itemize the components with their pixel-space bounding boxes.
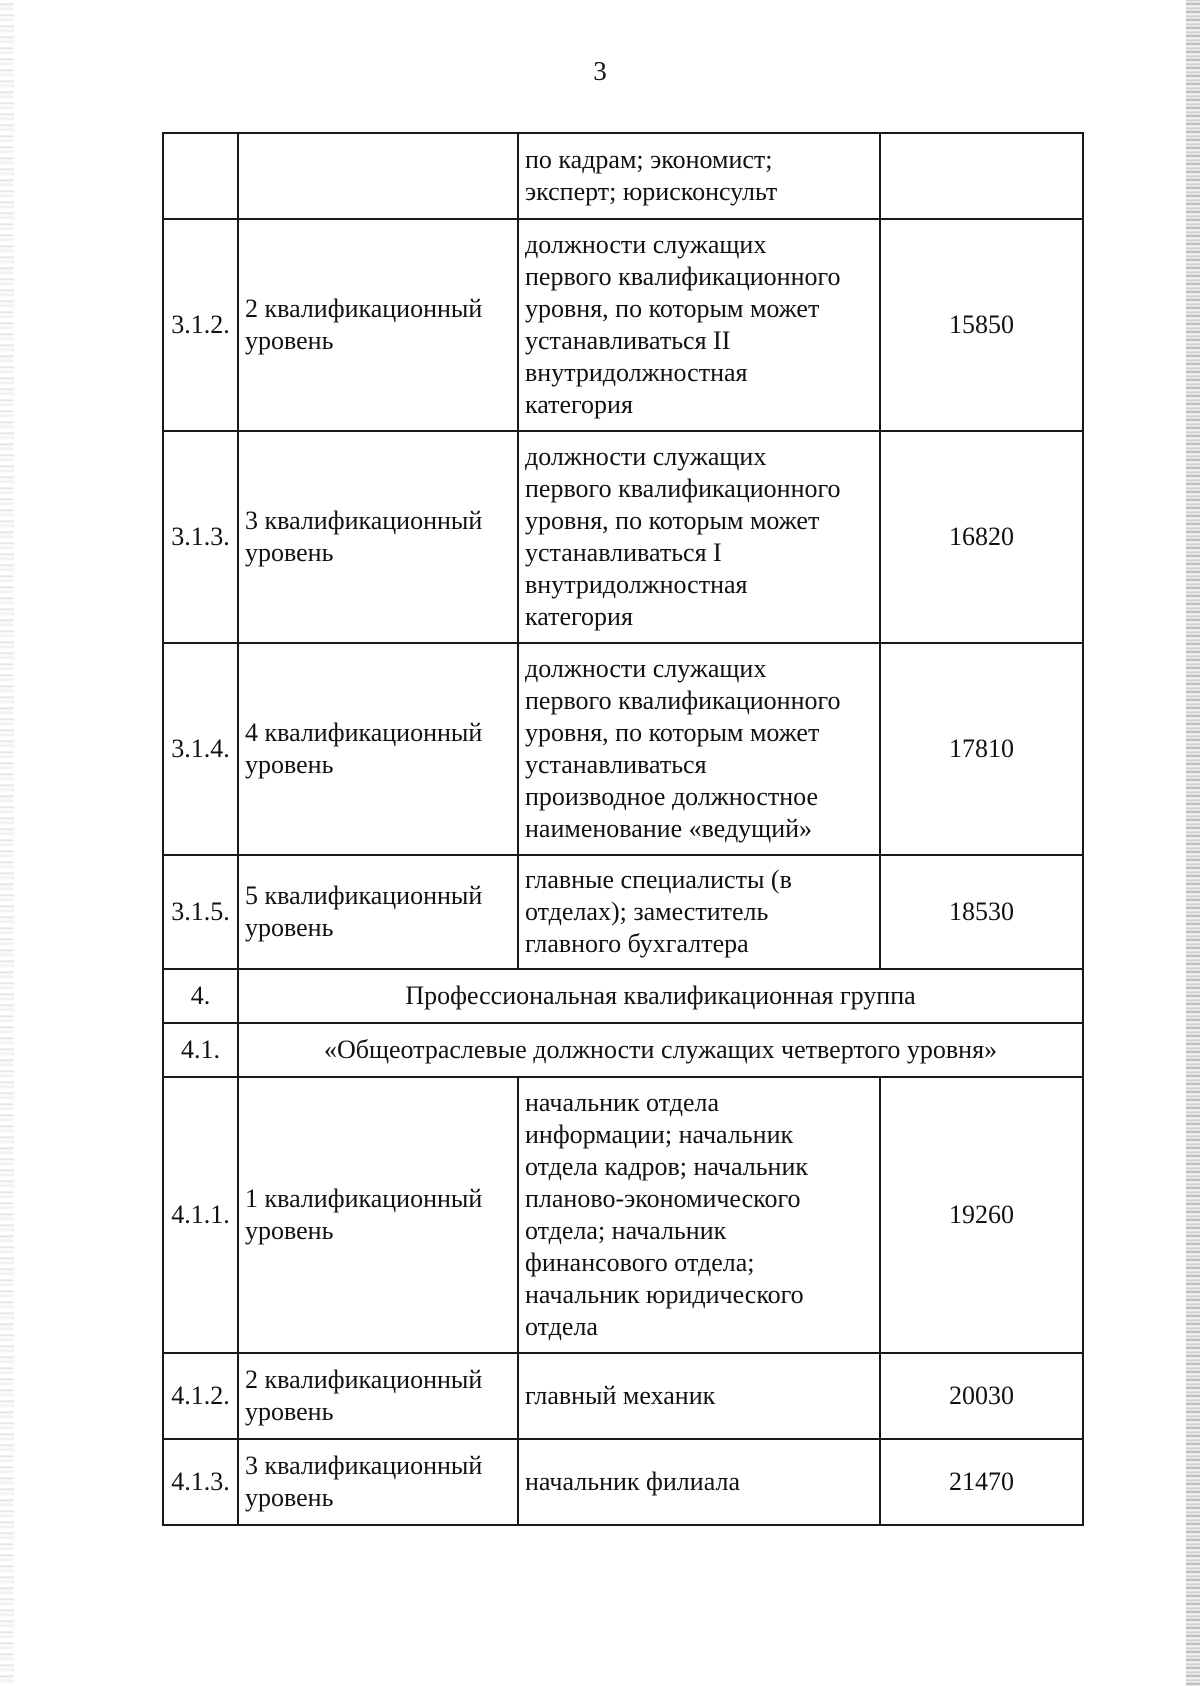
description-line: должности служащих [525,230,767,259]
position-description [518,855,880,969]
level-line: уровень [245,1483,334,1512]
row-number: 3.1.5. [163,855,238,969]
row-number: 3.1.4. [163,643,238,855]
table-row [163,855,1083,969]
level-line: уровень [245,913,334,942]
level-line: 4 квалификационный [245,718,483,747]
qualification-level [238,133,518,219]
description-line: уровня, по которым может [525,294,820,323]
description-line: устанавливаться II [525,326,731,355]
qualification-level [238,855,518,969]
table-row [163,431,1083,643]
level-line: 1 квалификационный [245,1184,483,1213]
scan-edge-left [0,0,14,1686]
qualification-level [238,219,518,431]
position-description [518,1439,880,1525]
description-line: устанавливаться I [525,538,722,567]
table-row [163,643,1083,855]
row-number: 3.1.3. [163,431,238,643]
position-description [518,1353,880,1439]
salary-value: 21470 [880,1439,1083,1525]
section-row [163,969,1083,1023]
description-line: должности служащих [525,654,767,683]
level-line: уровень [245,1397,334,1426]
description-line: уровня, по которым может [525,718,820,747]
description-line: начальник отдела [525,1088,720,1117]
description-line: главные специалисты (в [525,865,792,894]
qualification-level [238,1353,518,1439]
description-line: главного бухгалтера [525,929,749,958]
description-line: первого квалификационного [525,686,841,715]
salary-value: 16820 [880,431,1083,643]
description-line: начальник юридического [525,1280,804,1309]
level-line: уровень [245,750,334,779]
description-line: отделах); заместитель [525,897,769,926]
salary-value: 19260 [880,1077,1083,1353]
section-row [163,1023,1083,1077]
row-number: 4.1.2. [163,1353,238,1439]
description-line: финансового отдела; [525,1248,755,1277]
description-line: должности служащих [525,442,767,471]
level-line: 2 квалификационный [245,294,483,323]
qualification-level [238,431,518,643]
description-line: отдела кадров; начальник [525,1152,809,1181]
table-row [163,219,1083,431]
position-description [518,219,880,431]
description-line: категория [525,390,633,419]
salary-value: 20030 [880,1353,1083,1439]
level-line: 2 квалификационный [245,1365,483,1394]
row-number: 4.1.3. [163,1439,238,1525]
salary-value: 18530 [880,855,1083,969]
salary-value [880,133,1083,219]
description-line: эксперт; юрисконсульт [525,177,778,206]
position-description [518,1077,880,1353]
salary-value: 17810 [880,643,1083,855]
description-line: наименование «ведущий» [525,814,813,843]
level-line: уровень [245,1216,334,1245]
section-title: Профессиональная квалификационная группа [238,969,1083,1023]
scan-edge-right [1186,0,1200,1686]
qualification-level [238,643,518,855]
qualification-level [238,1077,518,1353]
description-line: отдела; начальник [525,1216,727,1245]
description-line: первого квалификационного [525,474,841,503]
qualification-level [238,1439,518,1525]
level-line: 3 квалификационный [245,506,483,535]
description-line: внутридолжностная [525,358,748,387]
description-line: начальник филиала [525,1467,740,1496]
row-number: 4.1.1. [163,1077,238,1353]
salary-table [162,132,1084,1526]
table-row [163,1077,1083,1353]
level-line: уровень [245,538,334,567]
description-line: производное должностное [525,782,819,811]
row-number [163,133,238,219]
level-line: 5 квалификационный [245,881,483,910]
position-description [518,133,880,219]
table-row [163,1439,1083,1525]
table-row [163,133,1083,219]
description-line: внутридолжностная [525,570,748,599]
description-line: устанавливаться [525,750,707,779]
description-line: первого квалификационного [525,262,841,291]
page-number: 3 [593,56,607,86]
section-title: «Общеотраслевые должности служащих четвертого уровня» [238,1023,1083,1077]
position-description [518,643,880,855]
level-line: 3 квалификационный [245,1451,483,1480]
table-row [163,1353,1083,1439]
section-number: 4.1. [163,1023,238,1077]
description-line: уровня, по которым может [525,506,820,535]
description-line: по кадрам; экономист; [525,145,773,174]
description-line: отдела [525,1312,598,1341]
section-number: 4. [163,969,238,1023]
row-number: 3.1.2. [163,219,238,431]
level-line: уровень [245,326,334,355]
position-description [518,431,880,643]
salary-value: 15850 [880,219,1083,431]
description-line: главный механик [525,1381,716,1410]
description-line: планово-экономического [525,1184,801,1213]
description-line: категория [525,602,633,631]
description-line: информации; начальник [525,1120,794,1149]
